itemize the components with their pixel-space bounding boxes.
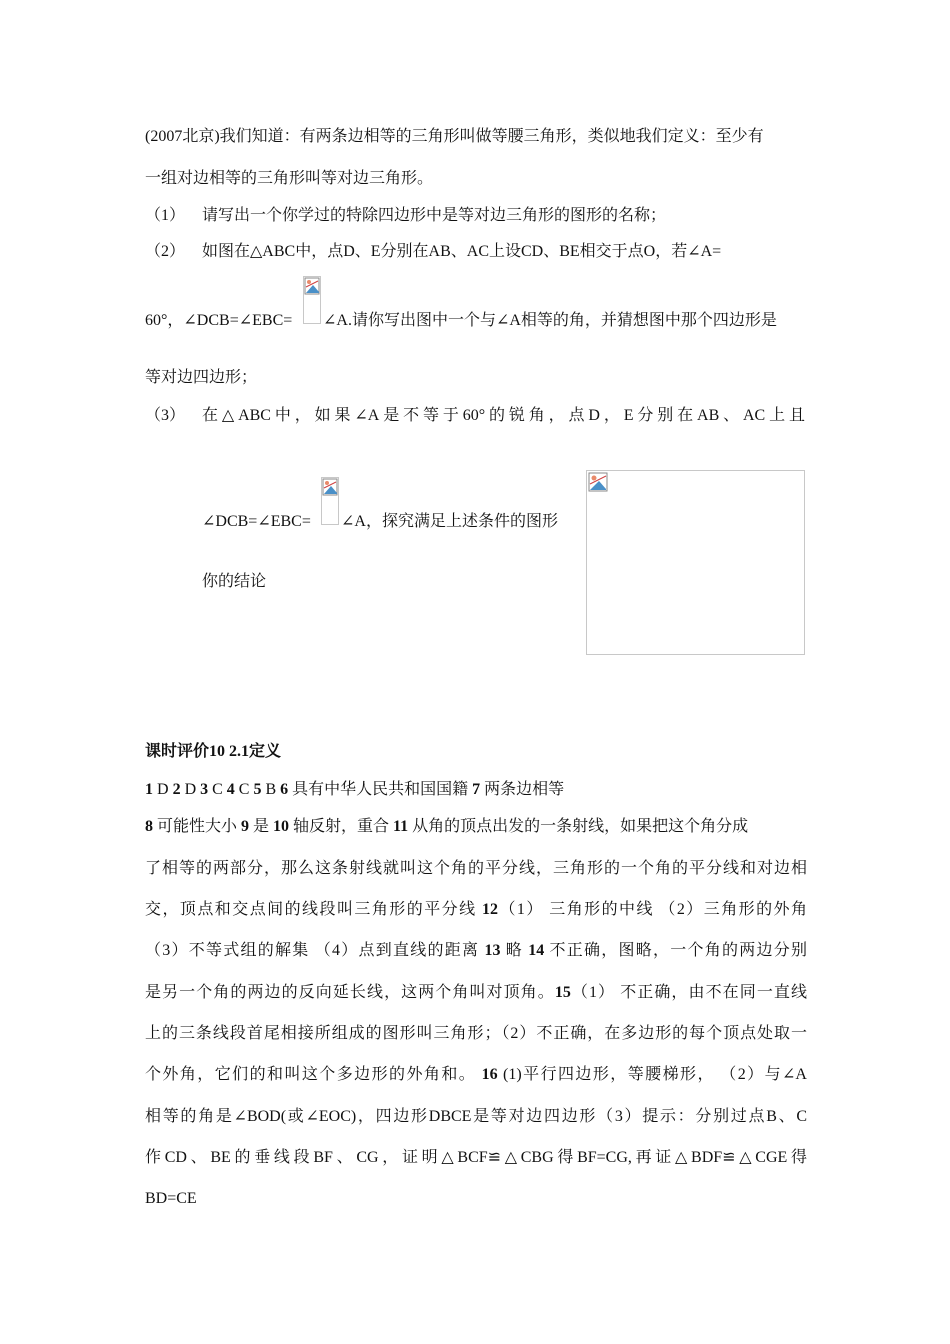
problem-intro-line-2: 一组对边相等的三角形叫等对边三角形。	[145, 170, 434, 187]
question-2-line-2b: ∠A.请你写出图中一个与∠A相等的角，并猜想图中那个四边形是	[323, 312, 777, 329]
figure-image-placeholder	[586, 470, 805, 655]
broken-image-placeholder	[303, 276, 321, 324]
question-2-number: （2）	[145, 243, 186, 260]
question-1-text: 请写出一个你学过的特除四边形中是等对边三角形的图形的名称；	[202, 207, 667, 224]
answer-number: 13	[484, 942, 501, 959]
answer-line	[145, 817, 748, 837]
answer-number: 16	[481, 1066, 498, 1083]
answer-line	[145, 1148, 807, 1168]
answer-text: 具有中华人民共和国国籍	[288, 781, 473, 798]
answer-text: （1） 三角形的中线 （2）三角形的外角	[498, 901, 807, 918]
answer-text: 是另一个角的两边的反向延长线，这两个角叫对顶角。	[145, 984, 555, 1001]
broken-image-icon	[322, 478, 338, 496]
answer-text: （1） 不正确，由不在同一直线	[570, 984, 807, 1001]
answer-text: （3）不等式组的解集 （4）点到直线的距离	[145, 942, 485, 959]
question-3-line-2b: ∠A，探究满足上述条件的图形	[341, 513, 558, 530]
answer-text: B	[261, 781, 281, 798]
answer-line	[145, 780, 564, 800]
answer-number: 3	[200, 781, 209, 798]
answer-text: (1)平行四边形，等腰梯形， （2）与∠A	[497, 1066, 807, 1083]
answer-number: 10	[273, 818, 290, 835]
question-1-number: （1）	[145, 207, 186, 224]
answer-text: 是	[249, 818, 274, 835]
answer-text: C	[208, 781, 227, 798]
broken-image-placeholder	[321, 477, 339, 525]
answer-text: 相等的角是∠BOD(或∠EOC)，四边形DBCE是等对边四边形（3）提示：分别过点B、C	[145, 1108, 807, 1125]
answer-text: 个外角，它们的和叫这个多边形的外角和。	[145, 1066, 482, 1083]
answer-text: 可能性大小	[153, 818, 242, 835]
answer-number: 9	[241, 818, 250, 835]
answer-text: 略	[500, 942, 529, 959]
question-3-text: 在△ABC中，如果∠A是不等于60°的锐角，点D，E分别在AB、AC上且	[202, 407, 805, 424]
answer-text: 两条边相等	[480, 781, 565, 798]
answer-text: 作CD、BE的垂线段BF、CG，证明△BCF≌△CBG得BF=CG,再证△BDF≌△CGE得	[145, 1149, 807, 1166]
answer-text: 不正确，图略，一个角的两边分别	[544, 942, 807, 959]
problem-intro-line-1: (2007北京)我们知道：有两条边相等的三角形叫做等腰三角形，类似地我们定义：至少有	[145, 128, 764, 145]
answer-line	[145, 983, 807, 1003]
answer-line	[145, 1189, 197, 1209]
answer-text: D	[180, 781, 201, 798]
answer-number: 12	[482, 901, 498, 918]
answer-text: C	[234, 781, 254, 798]
answer-line	[145, 941, 807, 961]
broken-image-icon	[588, 472, 608, 492]
answer-number: 11	[393, 818, 409, 835]
answer-text: 了相等的两部分，那么这条射线就叫这个角的平分线，三角形的一个角的平分线和对边相	[145, 860, 807, 877]
question-2-line-2a: 60°，∠DCB=∠EBC=	[145, 312, 293, 329]
answer-text: 从角的顶点出发的一条射线，如果把这个角分成	[408, 818, 749, 835]
answers-heading: 课时评价10 2.1定义	[145, 743, 282, 760]
answer-line	[145, 1107, 807, 1127]
question-3-line-2a: ∠DCB=∠EBC=	[202, 513, 311, 530]
answer-number: 8	[145, 818, 153, 835]
answer-number: 2	[172, 781, 181, 798]
answer-line	[145, 1024, 807, 1044]
answer-line	[145, 900, 807, 920]
answer-line	[145, 1065, 807, 1085]
answer-line	[145, 859, 807, 879]
answer-number: 1	[145, 781, 153, 798]
answer-text: 交，顶点和交点间的线段叫三角形的平分线	[145, 901, 482, 918]
answer-text: 上的三条线段首尾相接所组成的图形叫三角形；（2）不正确，在多边形的每个顶点处取一	[145, 1025, 807, 1042]
answer-number: 15	[554, 984, 571, 1001]
answer-number: 6	[280, 781, 289, 798]
broken-image-icon	[304, 277, 320, 295]
answer-number: 5	[253, 781, 262, 798]
answer-text: D	[153, 781, 173, 798]
question-3-number: （3）	[145, 407, 186, 424]
question-2-line-3: 等对边四边形；	[145, 369, 258, 386]
answer-text: BD=CE	[145, 1190, 197, 1207]
answer-text: 轴反射，重合	[289, 818, 394, 835]
question-3-line-3: 你的结论	[202, 573, 267, 590]
answer-number: 14	[528, 942, 545, 959]
answer-number: 7	[472, 781, 481, 798]
question-2-text: 如图在△ABC中，点D、E分别在AB、AC上设CD、BE相交于点O，若∠A=	[202, 243, 722, 260]
answer-number: 4	[226, 781, 235, 798]
